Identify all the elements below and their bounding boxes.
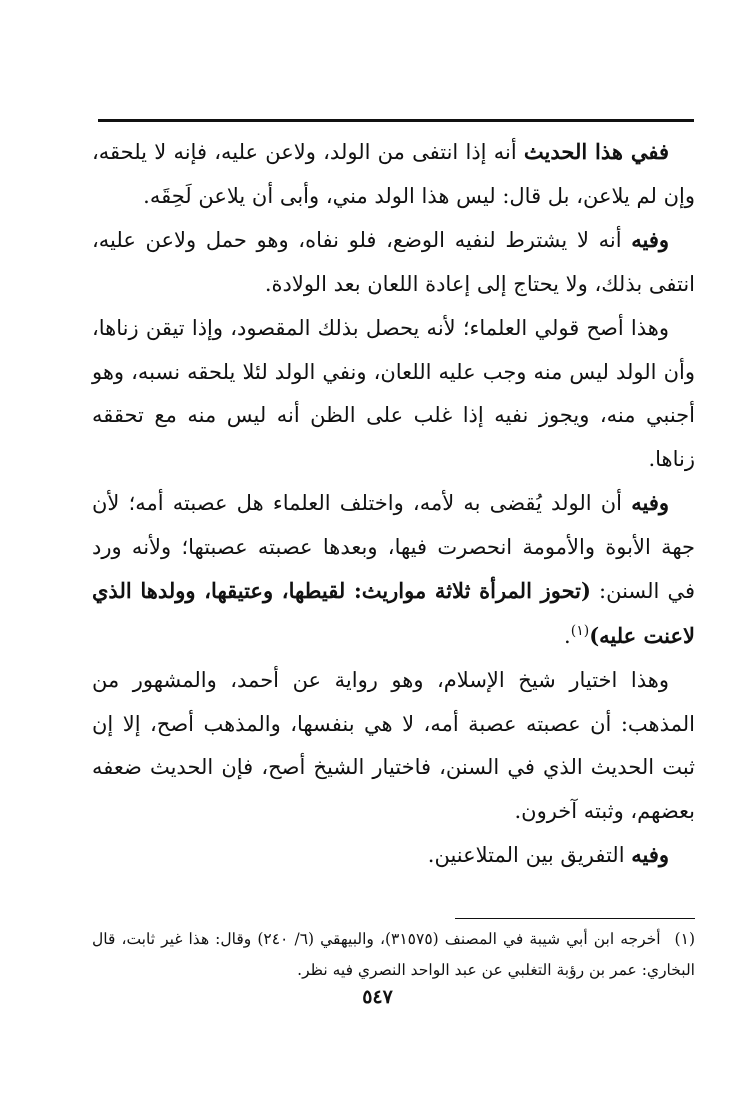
paragraph-text: أن الولد يُقضى به لأمه، واختلف العلماء هل عصبته أمه؛ لأن جهة الأبوة والأمومة انحصرت فيها، وبعدها عصبته عصبتها؛ ولأنه ورد في السنن: <box>92 491 695 603</box>
paragraph-6 <box>92 833 695 878</box>
footnote-marker: (١) <box>570 622 590 639</box>
paragraph-5 <box>92 658 695 833</box>
paragraph-1 <box>92 130 695 218</box>
paragraph-4 <box>92 481 695 658</box>
paragraph-lead: وفيه <box>631 490 669 515</box>
paragraph-2 <box>92 218 695 306</box>
footnote-number: (١) <box>674 930 695 948</box>
footnote <box>92 924 695 986</box>
page-number: ٥٤٧ <box>362 986 393 1008</box>
paragraph-lead: وفيه <box>631 842 669 867</box>
footnote-rule <box>455 918 695 919</box>
main-text <box>92 130 695 878</box>
hadith-quote: (تحوز المرأة ثلاثة مواريث: لقيطها، وعتيقها، وولدها الذي لاعنت عليه) <box>92 578 695 648</box>
paragraph-text: أنه لا يشترط لنفيه الوضع، فلو نفاه، وهو حمل ولاعن عليه، انتفى بذلك، ولا يحتاج إلى إعادة اللعان بعد الولادة. <box>92 228 695 296</box>
paragraph-tail: . <box>564 623 571 648</box>
paragraph-text: وهذا اختيار شيخ الإسلام، وهو رواية عن أحمد، والمشهور من المذهب: أن عصبته عصبة أمه، لا هي بنفسها، والمذهب أصح، إلا إن ثبت الحديث الذي في السنن، فاختيار الشيخ أصح، فإن الحديث ضعفه بعضهم، وثبته آخرون. <box>92 668 695 823</box>
footnote-line <box>92 924 695 986</box>
paragraph-3 <box>92 306 695 481</box>
paragraph-lead: ففي هذا الحديث <box>523 139 670 164</box>
paragraph-text: التفريق بين المتلاعنين. <box>427 843 632 867</box>
paragraph-text: وهذا أصح قولي العلماء؛ لأنه يحصل بذلك المقصود، وإذا تيقن زناها، وأن الولد ليس منه وجب عليه اللعان، ونفي الولد لئلا يلحقه نسبه، وهو أجنبي منه، ويجوز نفيه إذا غلب على الظن أنه ليس منه مع تحققه زناها. <box>92 316 695 471</box>
header-rule <box>98 119 694 122</box>
paragraph-lead: وفيه <box>631 227 669 252</box>
footnote-text: أخرجه ابن أبي شيبة في المصنف (٣١٥٧٥)، والبيهقي (٦/ ٢٤٠) وقال: هذا غير ثابت، قال البخاري: عمر بن رؤبة التغلبي عن عبد الواحد النصري فيه نظر. <box>92 930 695 979</box>
paragraph-text: أنه إذا انتفى من الولد، ولاعن عليه، فإنه لا يلحقه، وإن لم يلاعن، بل قال: ليس هذا الولد مني، وأبى أن يلاعن لَحِقَه. <box>92 140 695 208</box>
